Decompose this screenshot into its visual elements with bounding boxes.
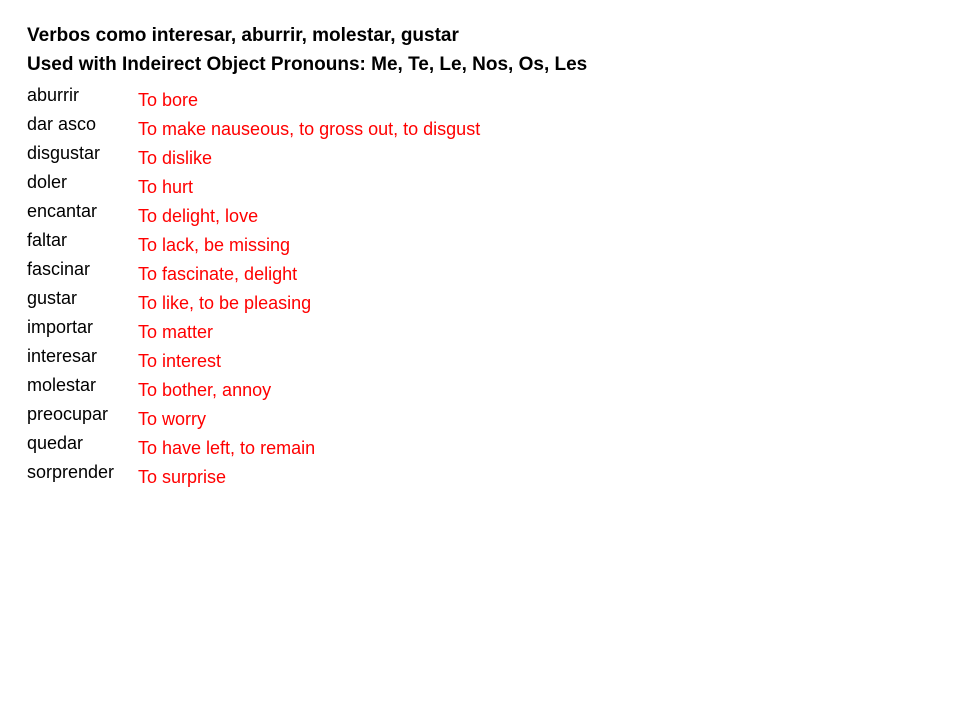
spanish-verb: sorprender — [27, 462, 115, 482]
spanish-verb: interesar — [27, 346, 98, 366]
spanish-verb: dar asco — [27, 114, 97, 134]
spanish-verb: quedar — [27, 433, 84, 453]
english-translation: To have left, to remain — [138, 438, 316, 458]
english-translation-list — [138, 86, 480, 492]
spanish-verb: gustar — [27, 288, 78, 308]
spanish-verb: disgustar — [27, 143, 101, 163]
slide-subtitle: Used with Indeirect Object Pronouns: Me, Te, Le, Nos, Os, Les — [27, 54, 588, 75]
spanish-verb-list — [27, 81, 114, 487]
english-translation: To surprise — [138, 467, 227, 487]
english-translation: To lack, be missing — [138, 235, 291, 255]
spanish-verb: molestar — [27, 375, 97, 395]
english-translation: To dislike — [138, 148, 213, 168]
english-translation: To hurt — [138, 177, 194, 197]
spanish-verb: fascinar — [27, 259, 91, 279]
slide-title: Verbos como interesar, aburrir, molestar, gustar — [27, 25, 459, 46]
spanish-verb: faltar — [27, 230, 68, 250]
english-translation: To matter — [138, 322, 214, 342]
spanish-verb: doler — [27, 172, 68, 192]
english-translation: To like, to be pleasing — [138, 293, 312, 313]
spanish-verb: preocupar — [27, 404, 109, 424]
english-translation: To make nauseous, to gross out, to disgust — [138, 119, 481, 139]
english-translation: To fascinate, delight — [138, 264, 298, 284]
spanish-verb: importar — [27, 317, 94, 337]
english-translation: To worry — [138, 409, 207, 429]
english-translation: To interest — [138, 351, 222, 371]
english-translation: To delight, love — [138, 206, 259, 226]
english-translation: To bore — [138, 90, 199, 110]
english-translation: To bother, annoy — [138, 380, 272, 400]
spanish-verb: aburrir — [27, 85, 80, 105]
spanish-verb: encantar — [27, 201, 98, 221]
